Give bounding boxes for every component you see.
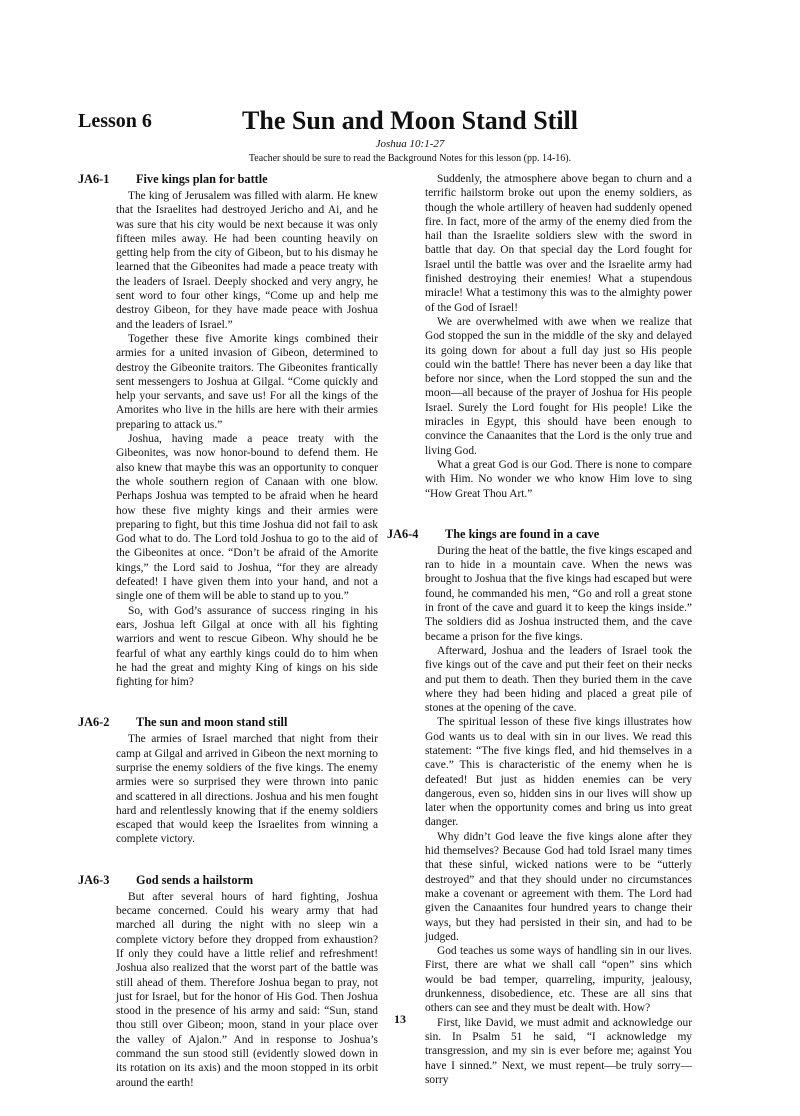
section-heading [387, 527, 692, 542]
paragraph: God teaches us some ways of handling sin in our lives. First, there are what we shall call “open” sins which would be bad temper, quarreling, impurity, jealousy, drunkenness, disobedience, etc. These are all sins that others can see and they must be dealt with. How? [425, 945, 692, 1015]
left-column [78, 172, 378, 1116]
paragraph: First, like David, we must admit and acknowledge our sin. In Psalm 51 he said, “I acknowledge my transgression, and my sin is ever before me; against You have I sinned.” Next, we must repent—be truly sorry—sorry [425, 1016, 692, 1086]
paragraph: Suddenly, the atmosphere above began to churn and a terrific hailstorm broke out upon the enemy soldiers, as though the whole artillery of heaven had suddenly opened fire. In fact, more of the army of the enemy died from the hail than the Israelite soldiers slew with the sword in battle that day. On that special day the Lord fought for Israel until the battle was over and the Israelite army had finished destroying their enemies! What a stupendous miracle! What a testimony this was to the almighty power of the God of Israel! [425, 173, 692, 314]
scripture-reference: Joshua 10:1-27 [375, 138, 445, 150]
section-title: God sends a hailstorm [136, 872, 254, 887]
paragraph: Joshua, having made a peace treaty with the Gibeonites, was now honor-bound to defend them. He also knew that maybe this was an opportunity to conquer the whole southern region of Canaan with one blow. Perhaps Joshua was tempted to be afraid when he heard how these five mighty kings and their armies were preparing to fight, but this time Joshua did not fail to ask God what to do. The Lord told Joshua to go to the aid of the Gibeonites at once. “Don’t be afraid of the Amorite kings,” the Lord said to Joshua, “for they are already defeated! I have given them into your hand, and not a single one of them will be able to stand up to you.” [116, 433, 378, 603]
paragraph: Together these five Amorite kings combined their armies for a united invasion of Gibeon, determined to destroy the Gibeonite traitors. The Gibeonites frantically sent messengers to Joshua at Gilgal. “Come quickly and help your servants, and save us! For all the kings of the Amorites who live in the hills are here with their armies preparing to attack us.” [116, 332, 378, 431]
section-title: The sun and moon stand still [136, 715, 288, 730]
section-code: JA6-1 [78, 172, 110, 186]
section-code: JA6-3 [78, 872, 110, 887]
section-ja6-1 [78, 172, 378, 689]
section-heading [78, 873, 378, 888]
section-code: JA6-2 [78, 715, 110, 730]
paragraph: Why didn’t God leave the five kings alone after they hid themselves? Because God had told Israel many times that these sinful, wicked nations were to be “utterly destroyed” and that they should under no circumstances make a covenant or agreement with them. The Lord had given the Canaanites four hundred years to change their ways, but they had persisted in their sin, and had to be judged. [425, 830, 692, 943]
lesson-label: Lesson 6 [78, 110, 152, 132]
section-title: The kings are found in a cave [445, 526, 600, 541]
section-heading [78, 172, 378, 187]
paragraph: During the heat of the battle, the five kings escaped and ran to hide in a mountain cave. When the news was brought to Joshua that the five kings had escaped but were found, he commanded his men, “Go and roll a great stone in front of the cave and guard it to keep the kings inside.” The soldiers did as Joshua instructed them, and the cave became a prison for the five kings. [425, 544, 692, 643]
section-ja6-3 [78, 873, 378, 1090]
paragraph: We are overwhelmed with awe when we realize that God stopped the sun in the middle of the sky and delayed its going down for about a full day just so His people could win the battle! There has never been a day like that before nor since, when the Lord stopped the sun and the moon—all because of the prayer of Joshua for His people Israel. Surely the Lord fought for His people! Like the miracles in Egypt, this should have been enough to convince the Canaanites that the Lord is the only true and living God. [425, 315, 692, 457]
paragraph: The king of Jerusalem was filled with alarm. He knew that the Israelites had destroyed Jericho and Ai, and he was sure that his city would be next because it was only fifteen miles away. He had been counting heavily on getting help from the city of Gibeon, but to his dismay he learned that the Gibeonites had made a peace treaty with the leaders of Israel. Deeply shocked and very angry, he sent word to four other kings, “Come up and help me destroy Gibeon, for they have made peace with Joshua and the leaders of Israel.” [116, 190, 378, 331]
page-number: 13 [394, 1012, 406, 1026]
paragraph: What a great God is our God. There is none to compare with Him. No wonder we who know Him love to sing “How Great Thou Art.” [425, 458, 692, 500]
paragraph: Afterward, Joshua and the leaders of Israel took the five kings out of the cave and put their feet on their necks and put them to death. Then they buried them in the cave where they had been hiding and placed a great pile of stones at the opening of the cave. [425, 644, 692, 715]
paragraph: The spiritual lesson of these five kings illustrates how God wants us to deal with sin in our lives. We read this statement: “The five kings fled, and hid themselves in a cave.” This is characteristic of the enemy when he is defeated! But just as hidden enemies can be very dangerous, even so, hidden sins in our lives will show up later when the opportunity comes and bring us into great danger. [425, 716, 692, 829]
teacher-note: Teacher should be sure to read the Background Notes for this lesson (pp. 14-16). [248, 153, 572, 164]
section-ja6-2 [78, 715, 378, 846]
paragraph: But after several hours of hard fighting, Joshua became concerned. Could his weary army that had marched all during the night with no sleep win a complete victory before they dropped from exhaustion? If only they could have a little relief and refreshment! Joshua also realized that the worst part of the battle was still ahead of them. Therefore Joshua began to pray, not just for Israel, but for the honor of His God. Then Joshua stood in the presence of his army and said: “Sun, stand thou still over Gibeon; moon, stand in your place over the valley of Ajalon.” And in response to Joshua’s command the sun stood still (evidently slowed down in its rotation on its axis) and the moon stopped in its orbit around the earth! [116, 890, 378, 1089]
section-ja6-4 [387, 527, 692, 1087]
section-title: Five kings plan for battle [136, 172, 268, 186]
section-heading [78, 715, 378, 730]
paragraph: So, with God’s assurance of success ringing in his ears, Joshua left Gilgal at once with all his fighting warriors and went to rescue Gibeon. Why should he be fearful of what any earthly kings could do to him when he had the great and mighty King of kings on his side fighting for him? [116, 604, 378, 689]
right-column [387, 172, 692, 1113]
page-title: The Sun and Moon Stand Still [242, 106, 578, 135]
section-ja6-3-continued [387, 172, 692, 501]
section-code: JA6-4 [387, 526, 419, 541]
paragraph: The armies of Israel marched that night from their camp at Gilgal and arrived in Gibeon the next morning to surprise the enemy soldiers of the five kings. The enemy armies were so surprised they were thrown into panic and scattered in all directions. Joshua and his men fought hard and relentlessly knowing that if the enemy soldiers escaped that would keep the Israelites from winning a complete victory. [116, 733, 378, 846]
